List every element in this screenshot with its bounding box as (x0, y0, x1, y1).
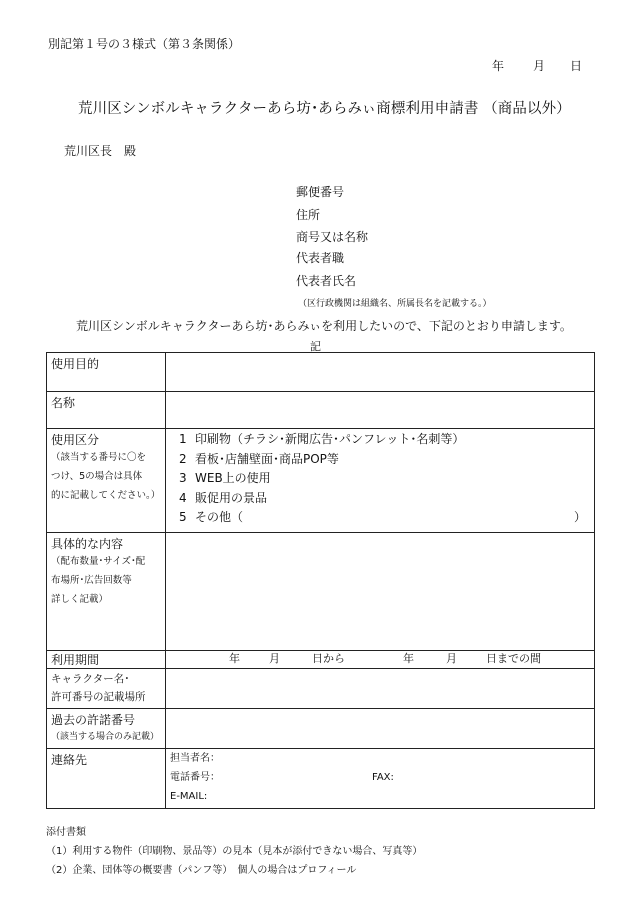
char-location-label-cell (47, 669, 166, 709)
usage-note-line: （該当する番号に〇を (51, 452, 147, 463)
details-label: 具体的な内容 (51, 537, 124, 551)
usage-option-text: 印刷物（チラシ･新聞広告･パンフレット･名刺等） (195, 432, 465, 446)
usage-label: 使用区分 (51, 433, 100, 447)
attachment-item-2: （2）企業、団体等の概要書（パンフ等） 個人の場合はプロフィール (46, 865, 357, 876)
purpose-field[interactable] (166, 353, 595, 392)
past-license-note: （該当する場合のみ記載） (51, 732, 160, 742)
date-year-label: 年 (492, 59, 505, 73)
period-label-cell (47, 651, 166, 669)
contact-email-label: E-MAIL: (170, 791, 208, 802)
char-location-field[interactable] (166, 669, 595, 709)
usage-option-5[interactable]: 5 その他（ ） (166, 508, 594, 528)
period-end-day: 日までの間 (486, 652, 541, 665)
contact-person-label: 担当者名： (170, 753, 220, 764)
char-location-label: キャラクター名･ (51, 673, 130, 685)
usage-option-1[interactable]: 1 印刷物（チラシ･新聞広告･パンフレット･名刺等） (179, 432, 465, 446)
usage-options-cell (166, 429, 595, 533)
past-license-label-cell (47, 709, 166, 749)
usage-option-text: その他（ (195, 510, 244, 524)
char-location-label: 許可番号の記載場所 (51, 691, 146, 703)
period-start-month: 月 (269, 652, 280, 665)
usage-option-2[interactable]: 2 看板･店舗壁面･商品POP等 (179, 451, 339, 466)
intro-text: 荒川区シンボルキャラクターあら坊･あらみぃを利用したいので、下記のとおり申請します。 (76, 319, 572, 333)
contact-phone-label: 電話番号： (170, 772, 220, 783)
period-end-month: 月 (446, 652, 457, 665)
usage-option-4[interactable]: 4 販促用の景品 (179, 490, 268, 505)
details-label-cell (47, 533, 166, 651)
contact-label-cell (47, 749, 166, 809)
attachment-item-1: （1）利用する物件（印刷物、景品等）の見本（見本が添付できない場合、写真等） (46, 846, 423, 857)
period-start-day: 日から (312, 652, 345, 665)
usage-note-line: つけ、5の場合は具体 (51, 471, 143, 482)
name-label: 名称 (51, 396, 76, 410)
applicant-note: （区行政機関は組織名、所属長名を記載する。） (298, 299, 492, 309)
details-note-line: 詳しく記載） (51, 594, 109, 605)
date-month-label: 月 (533, 59, 546, 73)
usage-option-5-close: ） (573, 510, 586, 524)
representative-title-label: 代表者職 (296, 251, 345, 265)
period-end-year: 年 (403, 652, 414, 665)
purpose-label-cell (47, 353, 166, 392)
period-label: 利用期間 (51, 653, 100, 667)
past-license-field[interactable] (166, 709, 595, 749)
usage-option-text: 看板･店舗壁面･商品POP等 (195, 451, 339, 466)
document-title: 荒川区シンボルキャラクターあら坊･あらみぃ商標利用申請書 （商品以外） (78, 101, 571, 117)
name-field[interactable] (166, 392, 595, 429)
period-field[interactable] (166, 651, 595, 669)
address-label: 住所 (296, 208, 321, 222)
purpose-label: 使用目的 (51, 357, 100, 371)
usage-label-cell (47, 429, 166, 533)
contact-fax-label: FAX: (372, 772, 394, 783)
contact-phone-row (166, 768, 594, 787)
contact-label: 連絡先 (51, 753, 88, 767)
contact-field[interactable] (166, 749, 595, 809)
past-license-label: 過去の許諾番号 (51, 713, 136, 727)
usage-note-line: 的に記載してください。） (51, 490, 161, 501)
usage-option-text: 販促用の景品 (195, 490, 268, 505)
ki-label: 記 (310, 340, 321, 353)
company-name-label: 商号又は名称 (296, 230, 369, 244)
application-table (46, 352, 595, 809)
details-note-line: 布場所･広告回数等 (51, 575, 132, 586)
addressee: 荒川区長 殿 (64, 144, 137, 158)
usage-option-3[interactable]: 3 WEB上の使用 (179, 471, 271, 485)
details-note-line: （配布数量･サイズ･配 (51, 556, 146, 567)
form-code: 別記第１号の３様式（第３条関係） (48, 37, 241, 51)
date-day-label: 日 (570, 59, 583, 73)
details-field[interactable] (166, 533, 595, 651)
postal-code-label: 郵便番号 (296, 185, 345, 199)
attachments-heading: 添付書類 (46, 827, 86, 838)
usage-option-text: WEB上の使用 (195, 471, 271, 485)
representative-name-label: 代表者氏名 (296, 274, 357, 288)
period-start-year: 年 (229, 652, 240, 665)
name-label-cell (47, 392, 166, 429)
